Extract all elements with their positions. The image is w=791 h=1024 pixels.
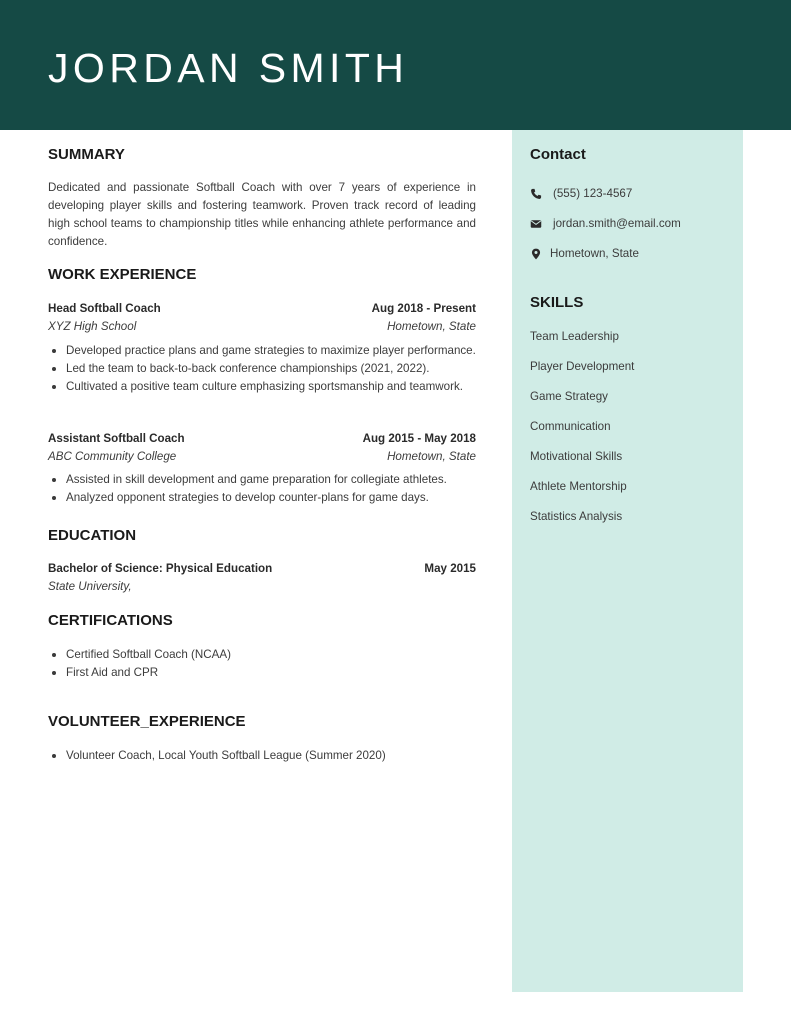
certifications-heading: CERTIFICATIONS [48, 612, 173, 629]
volunteer-heading: VOLUNTEER_EXPERIENCE [48, 713, 246, 730]
job-location: Hometown, State [387, 320, 476, 333]
job-bullet: Led the team to back-to-back conference championships (2021, 2022). [48, 360, 476, 378]
location-text: Hometown, State [550, 247, 639, 260]
phone-number[interactable]: (555) 123-4567 [553, 187, 633, 200]
education-heading: EDUCATION [48, 527, 137, 544]
header-banner [0, 0, 791, 130]
phone-icon [530, 188, 542, 200]
job-header [48, 300, 476, 318]
certifications-list [48, 646, 476, 682]
skill-item: Team Leadership [530, 330, 619, 343]
skill-item: Statistics Analysis [530, 510, 623, 523]
job-bullet: Cultivated a positive team culture emphasizing sportsmanship and teamwork. [48, 378, 476, 396]
skill-item: Game Strategy [530, 390, 608, 403]
job-title: Assistant Softball Coach [48, 432, 185, 445]
job-bullets [48, 342, 476, 396]
job-header [48, 430, 476, 448]
education-header [48, 560, 476, 578]
job-subheader [48, 448, 476, 466]
contact-heading: Contact [530, 146, 586, 163]
skill-item: Communication [530, 420, 611, 433]
skill-item: Player Development [530, 360, 635, 373]
job-organization: XYZ High School [48, 320, 137, 333]
email-address[interactable]: jordan.smith@email.com [553, 217, 681, 230]
job-title: Head Softball Coach [48, 302, 161, 315]
degree: Bachelor of Science: Physical Education [48, 562, 273, 575]
summary-text: Dedicated and passionate Softball Coach with over 7 years of experience in developing player skills and fostering teamwork. Proven track record of leading high school teams to championship titles while enhancing athlete performance and confidence. [48, 181, 476, 248]
job-dates: Aug 2015 - May 2018 [362, 432, 476, 445]
skill-item: Athlete Mentorship [530, 480, 627, 493]
map-pin-icon [530, 248, 542, 260]
candidate-name: JORDAN SMITH [48, 45, 409, 91]
job-bullet: Developed practice plans and game strategies to maximize player performance. [48, 342, 476, 360]
job-dates: Aug 2018 - Present [371, 302, 476, 315]
skills-heading: SKILLS [530, 294, 584, 311]
job-bullets [48, 471, 476, 507]
certification-item: First Aid and CPR [48, 664, 476, 682]
job-bullet: Assisted in skill development and game preparation for collegiate athletes. [48, 471, 476, 489]
job-organization: ABC Community College [48, 450, 177, 463]
job-subheader [48, 318, 476, 336]
certification-item: Certified Softball Coach (NCAA) [48, 646, 476, 664]
job-bullet: Analyzed opponent strategies to develop counter-plans for game days. [48, 489, 476, 507]
school-name: State University, [48, 580, 132, 593]
graduation-date: May 2015 [424, 562, 476, 575]
volunteer-item: Volunteer Coach, Local Youth Softball League (Summer 2020) [48, 747, 476, 765]
envelope-icon [530, 218, 542, 230]
work-experience-heading: WORK EXPERIENCE [48, 266, 197, 283]
education-subheader [48, 578, 476, 596]
job-location: Hometown, State [387, 450, 476, 463]
summary-heading: SUMMARY [48, 146, 125, 163]
volunteer-list [48, 747, 476, 765]
skill-item: Motivational Skills [530, 450, 623, 463]
